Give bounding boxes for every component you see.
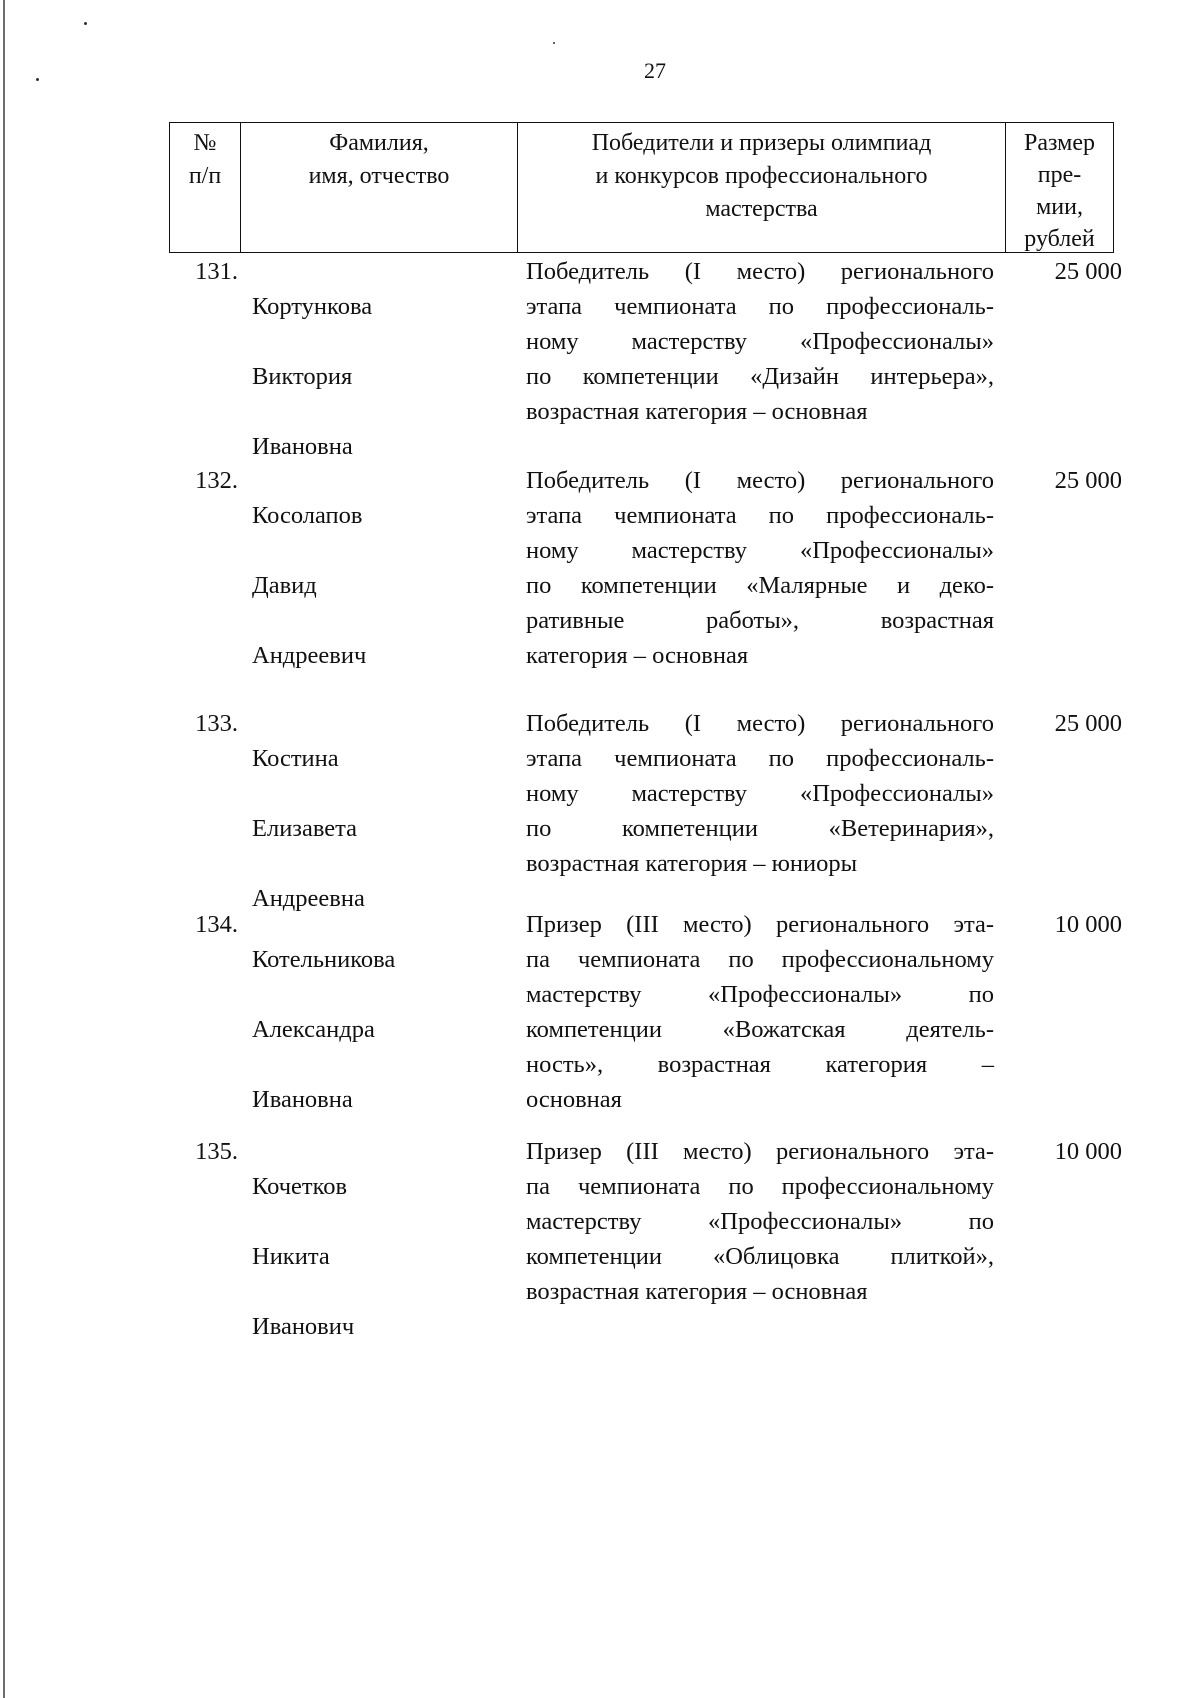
header-num: № п/п	[188, 130, 222, 189]
person-name: Котельникова Александра Ивановна	[252, 946, 396, 1113]
row-number: 134.	[195, 911, 238, 938]
scan-speck	[84, 22, 87, 25]
award-description: Победитель (I место) регионального этапа чемпионата по профессиональ- ному мастерству «Профессионалы» по компетенции «Малярные и деко- ративные работы», возрастная категория – основная	[526, 467, 994, 669]
header-amount: Размер пре- мии, рублей	[1005, 123, 1113, 252]
scan-edge-line	[3, 0, 5, 1698]
scan-speck	[553, 42, 555, 44]
prize-amount: 10 000	[1054, 1138, 1122, 1165]
person-name: Кортункова Виктория Ивановна	[252, 293, 373, 460]
row-number: 135.	[195, 1138, 238, 1165]
row-number: 132.	[195, 467, 238, 494]
page-number: 27	[644, 58, 666, 83]
header-name: Фамилия, имя, отчество	[240, 123, 517, 252]
row-number: 131.	[195, 258, 238, 285]
person-name: Костина Елизавета Андреевна	[252, 745, 365, 912]
person-name: Кочетков Никита Иванович	[252, 1173, 355, 1340]
prize-amount: 25 000	[1054, 258, 1122, 285]
prize-amount: 25 000	[1054, 710, 1122, 737]
prize-amount: 10 000	[1054, 911, 1122, 938]
table-header	[169, 122, 1114, 253]
row-number: 133.	[195, 710, 238, 737]
prize-amount: 25 000	[1054, 467, 1122, 494]
award-description: Победитель (I место) регионального этапа чемпионата по профессиональ- ному мастерству «Профессионалы» по компетенции «Ветеринария», возрастная категория – юниоры	[526, 710, 994, 877]
person-name: Косолапов Давид Андреевич	[252, 502, 367, 669]
award-description: Призер (III место) регионального эта- па чемпионата по профессиональному мастерству «Профессионалы» по компетенции «Вожатская деятель- ность», возрастная категория – основная	[526, 911, 994, 1113]
header-description: Победители и призеры олимпиад и конкурсов профессионального мастерства	[517, 123, 1005, 252]
award-description: Призер (III место) регионального эта- па чемпионата по профессиональному мастерству «Профессионалы» по компетенции «Облицовка плиткой», возрастная категория – основная	[526, 1138, 994, 1305]
award-description: Победитель (I место) регионального этапа чемпионата по профессиональ- ному мастерству «Профессионалы» по компетенции «Дизайн интерьера», возрастная категория – основная	[526, 258, 994, 425]
